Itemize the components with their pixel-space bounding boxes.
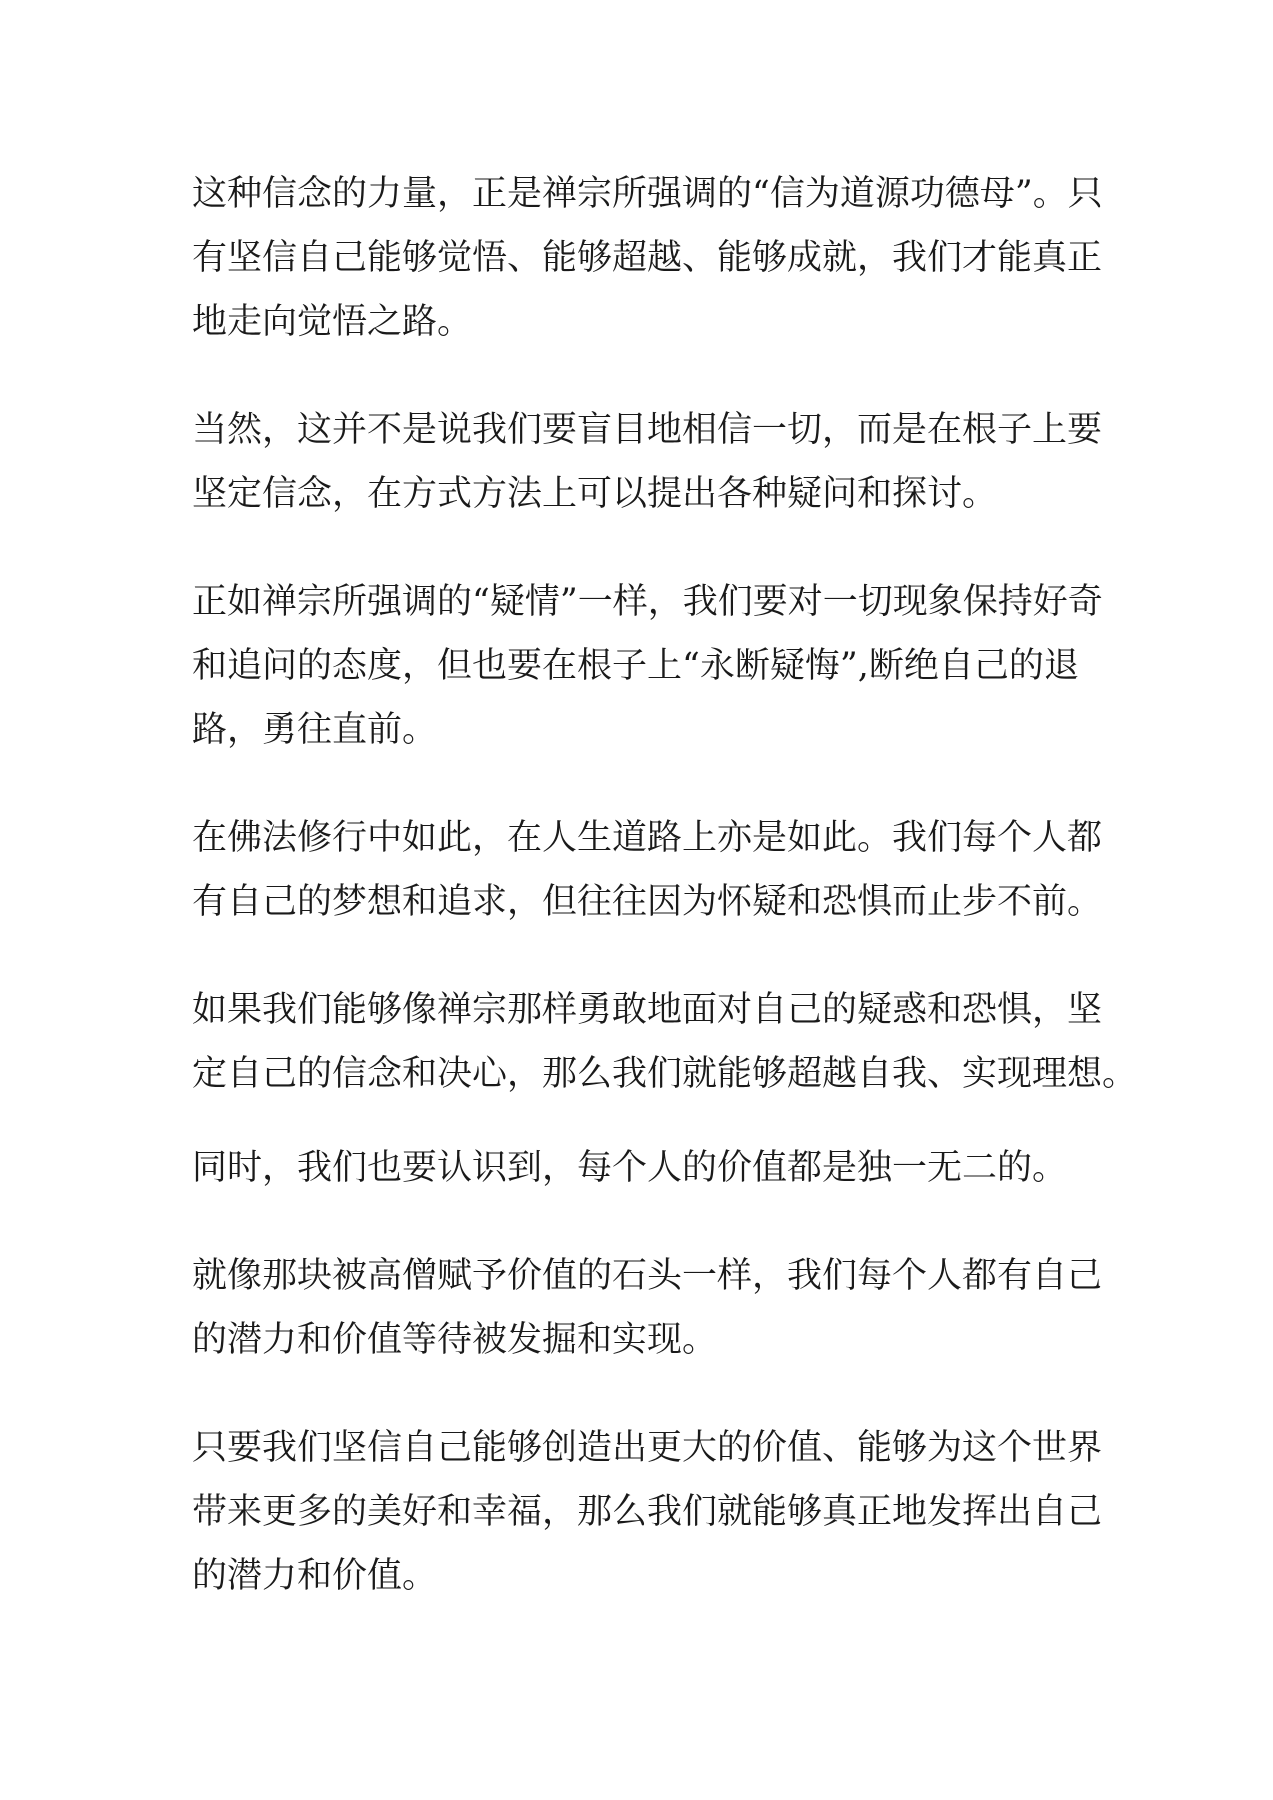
text-line: 坚定信念，在方式方法上可以提出各种疑问和探讨。 bbox=[192, 474, 998, 514]
text-line: 有坚信自己能够觉悟、能够超越、能够成就，我们才能真正 bbox=[192, 238, 1103, 278]
paragraph-8 bbox=[192, 1416, 1103, 1608]
paragraph-2 bbox=[192, 398, 1103, 526]
text-line: 就像那块被高僧赋予价值的石头一样，我们每个人都有自己 bbox=[192, 1256, 1103, 1296]
text-line: 和追问的态度，但也要在根子上“永断疑悔”,断绝自己的退 bbox=[192, 646, 1079, 686]
text-line: 地走向觉悟之路。 bbox=[192, 302, 473, 342]
text-line: 路，勇往直前。 bbox=[192, 710, 438, 750]
text-line: 的潜力和价值等待被发掘和实现。 bbox=[192, 1320, 718, 1360]
text-line: 带来更多的美好和幸福，那么我们就能够真正地发挥出自己 bbox=[192, 1492, 1103, 1532]
paragraph-spacer bbox=[192, 1200, 1092, 1244]
paragraph-spacer bbox=[192, 1106, 1092, 1136]
paragraph-7 bbox=[192, 1244, 1103, 1372]
text-line: 这种信念的力量，正是禅宗所强调的“信为道源功德母”。只 bbox=[192, 174, 1103, 214]
paragraph-4 bbox=[192, 806, 1103, 934]
paragraph-spacer bbox=[192, 1372, 1092, 1416]
text-line: 同时，我们也要认识到，每个人的价值都是独一无二的。 bbox=[192, 1148, 1068, 1188]
text-line: 有自己的梦想和追求，但往往因为怀疑和恐惧而止步不前。 bbox=[192, 882, 1103, 922]
text-line: 在佛法修行中如此，在人生道路上亦是如此。我们每个人都 bbox=[192, 818, 1103, 858]
paragraph-3 bbox=[192, 570, 1103, 762]
text-line: 只要我们坚信自己能够创造出更大的价值、能够为这个世界 bbox=[192, 1428, 1103, 1468]
paragraph-6 bbox=[192, 1136, 1092, 1200]
text-line: 正如禅宗所强调的“疑情”一样，我们要对一切现象保持好奇 bbox=[192, 582, 1103, 622]
paragraph-1 bbox=[192, 162, 1103, 354]
text-line: 当然，这并不是说我们要盲目地相信一切，而是在根子上要 bbox=[192, 410, 1103, 450]
paragraph-spacer bbox=[192, 934, 1092, 978]
paragraph-spacer bbox=[192, 762, 1092, 806]
paragraph-5 bbox=[192, 978, 1138, 1106]
text-line: 定自己的信念和决心，那么我们就能够超越自我、实现理想。 bbox=[192, 1054, 1138, 1094]
paragraph-spacer bbox=[192, 354, 1092, 398]
text-line: 的潜力和价值。 bbox=[192, 1556, 438, 1596]
paragraph-spacer bbox=[192, 526, 1092, 570]
body-text bbox=[192, 162, 1138, 1608]
text-line: 如果我们能够像禅宗那样勇敢地面对自己的疑惑和恐惧，坚 bbox=[192, 990, 1103, 1030]
